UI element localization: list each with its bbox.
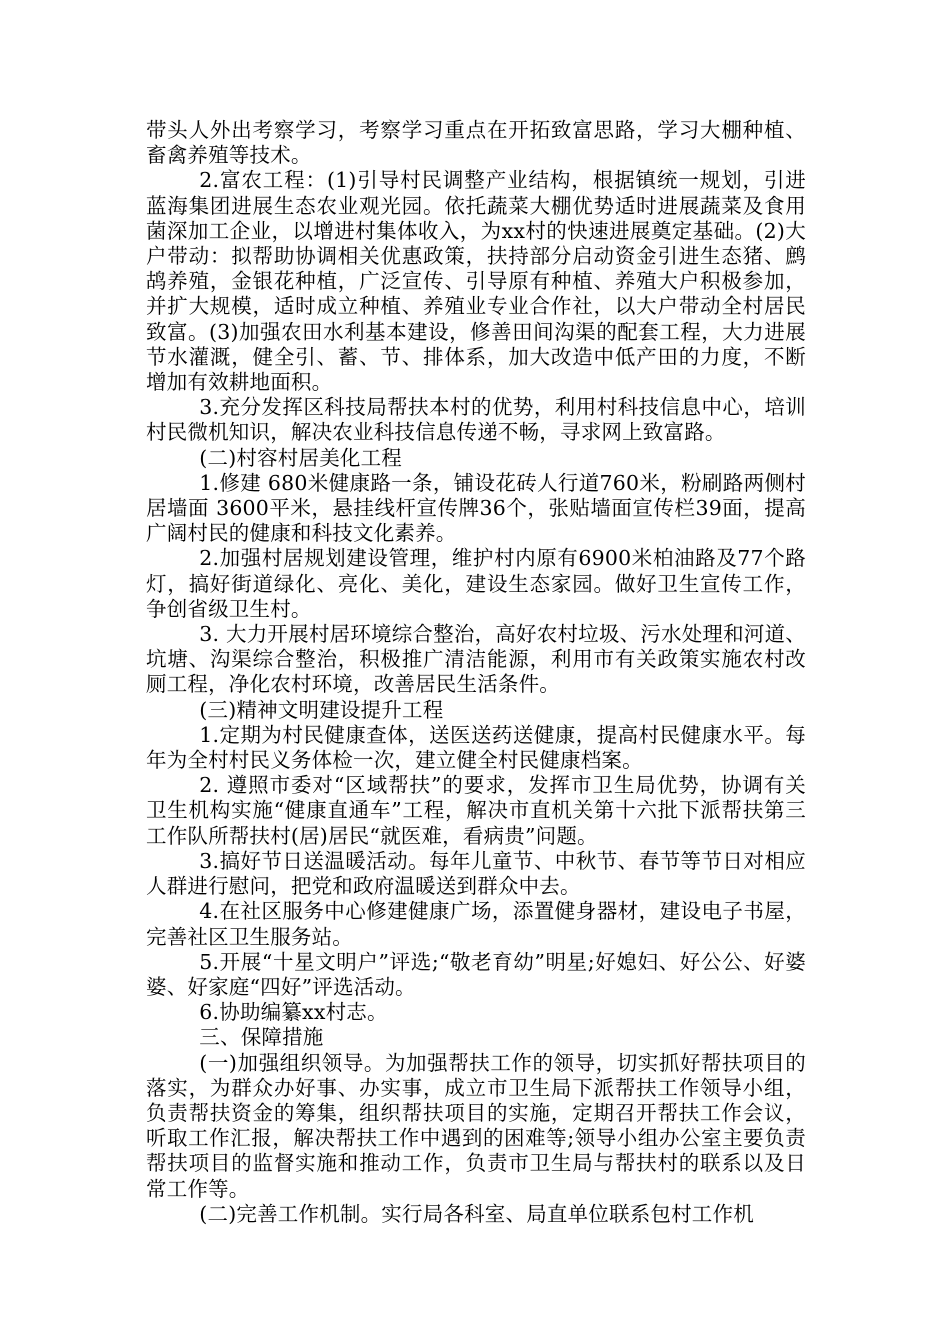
section-heading: 三、保障措施 — [199, 1025, 324, 1050]
paragraph: 3.充分发挥区科技局帮扶本村的优势，利用村科技信息中心，培训村民微机知识，解决农业科技信息传递不畅，寻求网上致富路。 — [146, 395, 806, 445]
paragraph: 2.富农工程：(1)引导村民调整产业结构，根据镇统一规划，引进蓝海集团进展生态农业观光园。依托蔬菜大棚优势适时进展蔬菜及食用菌深加工企业，以增进村集体收入，为xx村的快速进展奠定基础。(2)大户带动：拟帮助协调相关优惠政策，扶持部分启动资金引进生态猪、鹧鸪养殖，金银花种植，广泛宣传、引导原有种植、养殖大户积极参加，并扩大规模，适时成立种植、养殖业专业合作社，以大户带动全村居民致富。(3)加强农田水利基本建设，修善田间沟渠的配套工程，大力进展节水灌溉，健全引、蓄、节、排体系，加大改造中低产田的力度，不断增加有效耕地面积。 — [146, 168, 806, 395]
section-heading: (二)村容村居美化工程 — [199, 445, 402, 470]
paragraph: 6.协助编纂xx村志。 — [199, 1000, 388, 1025]
paragraph: 5.开展“十星文明户”评选;“敬老育幼”明星;好媳妇、好公公、好婆婆、好家庭“四好”评选活动。 — [146, 949, 806, 999]
paragraph: 2.加强村居规划建设管理，维护村内原有6900米柏油路及77个路灯，搞好街道绿化、亮化、美化，建设生态家园。做好卫生宣传工作，争创省级卫生村。 — [146, 546, 806, 621]
paragraph: 1.定期为村民健康查体，送医送药送健康，提高村民健康水平。每年为全村村民义务体检一次，建立健全村民健康档案。 — [146, 722, 806, 773]
paragraph: (二)完善工作机制。实行局各科室、局直单位联系包村工作机 — [199, 1201, 754, 1226]
paragraph: (一)加强组织领导。为加强帮扶工作的领导，切实抓好帮扶项目的落实，为群众办好事、办实事，成立市卫生局下派帮扶工作领导小组，负责帮扶资金的筹集，组织帮扶项目的实施，定期召开帮扶工作会议，听取工作汇报，解决帮扶工作中遇到的困难等;领导小组办公室主要负责帮扶项目的监督实施和推动工作，负责市卫生局与帮扶村的联系以及日常工作等。 — [146, 1050, 806, 1201]
paragraph: 4.在社区服务中心修建健康广场，添置健身器材，建设电子书屋，完善社区卫生服务站。 — [146, 899, 806, 949]
section-heading: (三)精神文明建设提升工程 — [199, 697, 444, 722]
paragraph: 3. 大力开展村居环境综合整治，高好农村垃圾、污水处理和河道、坑塘、沟渠综合整治，积极推广清洁能源，利用市有关政策实施农村改厕工程，净化农村环境，改善居民生活条件。 — [146, 622, 806, 697]
document-page — [146, 118, 806, 1227]
paragraph-continued: 带头人外出考察学习，考察学习重点在开拓致富思路，学习大棚种植、畜禽养殖等技术。 — [146, 118, 806, 168]
paragraph: 2. 遵照市委对“区域帮扶”的要求，发挥市卫生局优势，协调有关卫生机构实施“健康直通车”工程，解决市直机关第十六批下派帮扶第三工作队所帮扶村(居)居民“就医难，看病贵”问题。 — [146, 773, 806, 848]
paragraph: 3.搞好节日送温暖活动。每年儿童节、中秋节、春节等节日对相应人群进行慰问，把党和政府温暖送到群众中去。 — [146, 848, 806, 899]
paragraph: 1.修建 680米健康路一条，铺设花砖人行道760米，粉刷路两侧村居墙面 3600平米，悬挂线杆宣传牌36个，张贴墙面宣传栏39面，提高广阔村民的健康和科技文化素养。 — [146, 470, 806, 546]
